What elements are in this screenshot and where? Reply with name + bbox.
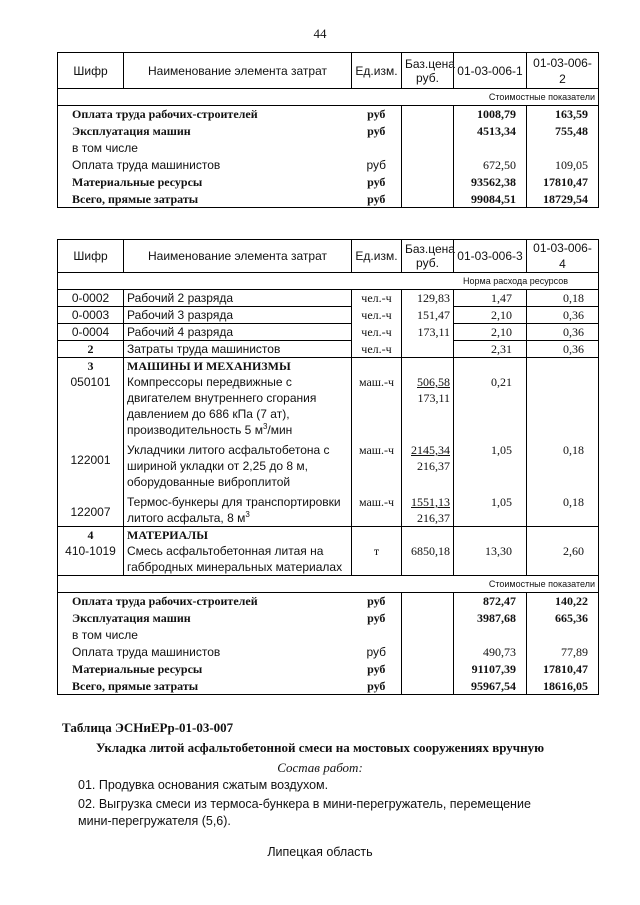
row-unit: руб — [352, 191, 402, 208]
row-code: 122001 — [58, 438, 124, 490]
cost-row — [58, 644, 599, 661]
row-unit: руб — [352, 610, 402, 627]
row-price — [402, 438, 454, 490]
row-value-1: 93562,38 — [454, 174, 527, 191]
section-v2 — [527, 358, 599, 375]
machines-section-row — [58, 358, 599, 375]
row-price: 173,11 — [402, 324, 454, 341]
work-item-2: 02. Выгрузка смеси из термоса-бункера в мини-перегружатель, перемещение мини-перегружателя (5,6). — [78, 797, 531, 828]
row-unit: руб — [352, 157, 402, 174]
work-heading: Состав работ: — [277, 760, 363, 775]
row-name: Оплата труда машинистов — [58, 644, 352, 661]
row-value-2: 17810,47 — [527, 661, 599, 678]
row-name: Затраты труда машинистов — [124, 341, 352, 358]
row-name: Всего, прямые затраты — [58, 191, 352, 208]
row-unit: руб — [352, 593, 402, 610]
row-code: 122007 — [58, 490, 124, 527]
row-name: Оплата труда рабочих-строителей — [58, 106, 352, 123]
cost-row — [58, 157, 599, 174]
material-row — [58, 543, 599, 576]
row-unit: т — [352, 543, 402, 576]
row-value-2: 18729,54 — [527, 191, 599, 208]
row-price — [402, 490, 454, 527]
row-value-1: 0,21 — [454, 374, 527, 438]
row-name: Укладчики литого асфальтобетона с шириной укладки от 2,25 до 8 м, оборудованные виброплитой — [124, 438, 352, 490]
section-v1 — [454, 527, 527, 544]
row-price — [402, 678, 454, 695]
row-code: 0-0004 — [58, 324, 124, 341]
row-unit — [352, 140, 402, 157]
row-unit — [352, 627, 402, 644]
row-value-2 — [527, 627, 599, 644]
header-name: Наименование элемента затрат — [124, 53, 352, 89]
header-col1: 01-03-006-1 — [454, 53, 527, 89]
cost-row — [58, 610, 599, 627]
row-value-1: 3987,68 — [454, 610, 527, 627]
cost-row — [58, 678, 599, 695]
row-value-1: 672,50 — [454, 157, 527, 174]
row-price — [402, 610, 454, 627]
header-base-price: Баз.цена руб. — [402, 240, 454, 273]
section-name: МАШИНЫ И МЕХАНИЗМЫ — [124, 358, 352, 375]
cost-row — [58, 593, 599, 610]
section-v1 — [454, 358, 527, 375]
row-value-1: 1,05 — [454, 438, 527, 490]
row-value-1 — [454, 627, 527, 644]
row-value-2: 163,59 — [527, 106, 599, 123]
section-price — [402, 358, 454, 375]
row-value-2: 0,18 — [527, 290, 599, 307]
row-name: Оплата труда рабочих-строителей — [58, 593, 352, 610]
row-name: Рабочий 3 разряда — [124, 307, 352, 324]
row-name: Материальные ресурсы — [58, 661, 352, 678]
row-value-2 — [527, 140, 599, 157]
row-unit: маш.-ч — [352, 490, 402, 527]
section-label: Стоимостные показатели — [58, 89, 599, 106]
row-value-2: 0,36 — [527, 307, 599, 324]
row-name: Материальные ресурсы — [58, 174, 352, 191]
row-value-2: 18616,05 — [527, 678, 599, 695]
row-unit: маш.-ч — [352, 374, 402, 438]
row-value-2: 109,05 — [527, 157, 599, 174]
row-price: 129,83 — [402, 290, 454, 307]
row-unit: чел.-ч — [352, 324, 402, 341]
row-unit: чел.-ч — [352, 307, 402, 324]
price-machinist: 216,37 — [417, 459, 450, 473]
row-value-1: 95967,54 — [454, 678, 527, 695]
cost-row — [58, 123, 599, 140]
row-unit: руб — [352, 644, 402, 661]
row-price — [402, 123, 454, 140]
machine-row — [58, 374, 599, 438]
row-value-2: 140,22 — [527, 593, 599, 610]
row-code: 2 — [58, 341, 124, 358]
page-number: 44 — [313, 26, 327, 41]
row-value-1: 1,47 — [454, 290, 527, 307]
materials-section-row — [58, 527, 599, 544]
row-value-1: 490,73 — [454, 644, 527, 661]
machine-row — [58, 438, 599, 490]
row-name: Смесь асфальтобетонная литая на габбродных минеральных материалах — [124, 543, 352, 576]
footer-region: Липецкая область — [267, 845, 373, 859]
row-name: Эксплуатация машин — [58, 123, 352, 140]
row-value-2: 0,36 — [527, 324, 599, 341]
row-price: 151,47 — [402, 307, 454, 324]
row-price — [402, 374, 454, 438]
row-name: Термос-бункеры для транспортировки литого асфальта, 8 $м^3$ — [124, 490, 352, 527]
row-value-1: 91107,39 — [454, 661, 527, 678]
row-price: 6850,18 — [402, 543, 454, 576]
row-value-2: 0,18 — [527, 438, 599, 490]
row-name: Всего, прямые затраты — [58, 678, 352, 695]
row-name: Компрессоры передвижные с двигателем внутреннего сгорания давлением до 686 кПа (7 ат), производительность 5 $м^3$/мин — [124, 374, 352, 438]
cost-row — [58, 661, 599, 678]
price-machinist: 216,37 — [417, 511, 450, 525]
header-code: Шифр — [58, 53, 124, 89]
header-col1: 01-03-006-3 — [454, 240, 527, 273]
cost-row — [58, 140, 599, 157]
row-unit: руб — [352, 661, 402, 678]
labor-row — [58, 324, 599, 341]
header-col2: 01-03-006-2 — [527, 53, 599, 89]
row-price — [402, 174, 454, 191]
row-price — [402, 191, 454, 208]
machine-row — [58, 490, 599, 527]
section-code: 3 — [58, 358, 124, 375]
row-price — [402, 644, 454, 661]
row-unit: чел.-ч — [352, 290, 402, 307]
header-code: Шифр — [58, 240, 124, 273]
row-value-1: 2,31 — [454, 341, 527, 358]
row-unit: маш.-ч — [352, 438, 402, 490]
header-col2: 01-03-006-4 — [527, 240, 599, 273]
row-value-1: 1,05 — [454, 490, 527, 527]
norm-label: Норма расхода ресурсов — [58, 273, 599, 290]
cost-table-2 — [57, 239, 599, 695]
price-machine: 2145,34 — [411, 443, 450, 457]
section-price — [402, 527, 454, 544]
row-value-2: 0,18 — [527, 490, 599, 527]
row-unit: руб — [352, 123, 402, 140]
table-subtitle: Укладка литой асфальтобетонной смеси на мостовых сооружениях вручную — [95, 740, 545, 755]
row-value-1: 2,10 — [454, 307, 527, 324]
section-label: Стоимостные показатели — [58, 576, 599, 593]
row-price — [402, 157, 454, 174]
row-price — [402, 627, 454, 644]
row-name: Эксплуатация машин — [58, 610, 352, 627]
row-value-2: 77,89 — [527, 644, 599, 661]
header-base-price: Баз.цена руб. — [402, 53, 454, 89]
row-value-1 — [454, 140, 527, 157]
cost-row — [58, 191, 599, 208]
row-value-2: 2,60 — [527, 543, 599, 576]
row-unit: руб — [352, 174, 402, 191]
row-value-1: 4513,34 — [454, 123, 527, 140]
row-code: 410-1019 — [58, 543, 124, 576]
machinists-row — [58, 341, 599, 358]
row-value-1: 2,10 — [454, 324, 527, 341]
price-machinist: 173,11 — [417, 391, 450, 405]
row-price — [402, 140, 454, 157]
row-code: 0-0002 — [58, 290, 124, 307]
header-name: Наименование элемента затрат — [124, 240, 352, 273]
row-price — [402, 661, 454, 678]
work-item-1: 01. Продувка основания сжатым воздухом. — [78, 778, 329, 792]
row-value-1: 99084,51 — [454, 191, 527, 208]
row-name: Рабочий 4 разряда — [124, 324, 352, 341]
row-unit: руб — [352, 106, 402, 123]
cost-table-1 — [57, 52, 599, 208]
row-value-1: 13,30 — [454, 543, 527, 576]
row-value-2: 665,36 — [527, 610, 599, 627]
section-v2 — [527, 527, 599, 544]
header-unit: Ед.изм. — [352, 53, 402, 89]
row-name: в том числе — [58, 627, 352, 644]
row-value-1: 1008,79 — [454, 106, 527, 123]
row-name: Оплата труда машинистов — [58, 157, 352, 174]
row-name: Рабочий 2 разряда — [124, 290, 352, 307]
row-value-2: 17810,47 — [527, 174, 599, 191]
cost-row — [58, 627, 599, 644]
row-value-2: 755,48 — [527, 123, 599, 140]
labor-row — [58, 307, 599, 324]
row-value-1: 872,47 — [454, 593, 527, 610]
row-price — [402, 593, 454, 610]
row-unit: руб — [352, 678, 402, 695]
price-machine: 506,58 — [417, 375, 450, 389]
row-value-2: 0,36 — [527, 341, 599, 358]
cost-row — [58, 174, 599, 191]
price-machine: 1551,13 — [411, 495, 450, 509]
row-code: 050101 — [58, 374, 124, 438]
section-unit — [352, 527, 402, 544]
row-code: 0-0003 — [58, 307, 124, 324]
header-unit: Ед.изм. — [352, 240, 402, 273]
row-price — [402, 106, 454, 123]
row-unit: чел.-ч — [352, 341, 402, 358]
row-name: в том числе — [58, 140, 352, 157]
labor-row — [58, 290, 599, 307]
table-title: Таблица ЭСНиЕРр-01-03-007 — [62, 720, 234, 735]
section-unit — [352, 358, 402, 375]
row-price — [402, 341, 454, 358]
section-name: МАТЕРИАЛЫ — [124, 527, 352, 544]
cost-row — [58, 106, 599, 123]
section-code: 4 — [58, 527, 124, 544]
row-value-2 — [527, 374, 599, 438]
